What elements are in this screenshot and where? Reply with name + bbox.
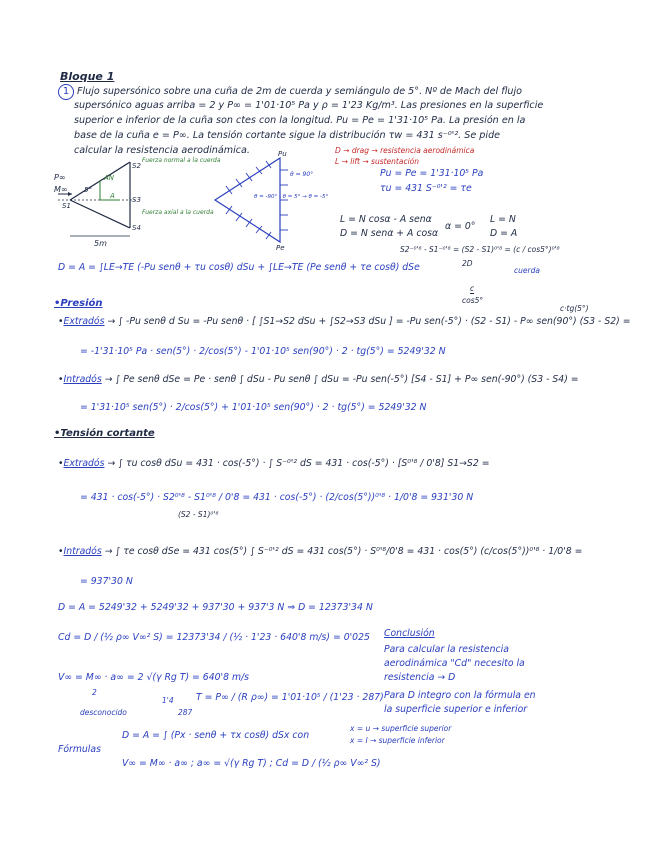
cd-equation: Cd = D / (½ ρ∞ V∞² S) = 12373'34 / (½ · 1'23 · 640'8 m/s) = 0'025 — [58, 632, 370, 643]
conclusion-line-4: Para D integro con la fórmula en — [384, 690, 536, 701]
note-gamma: 1'4 — [162, 696, 174, 705]
drag-result: D = A — [490, 228, 518, 239]
ctg-note: c·tg(5°) — [560, 304, 589, 313]
fraction-top: c — [470, 284, 475, 293]
temperature-eq: T = P∞ / (R ρ∞) = 1'01·10⁵ / (1'23 · 287) — [196, 692, 384, 703]
note-rg: 287 — [178, 708, 193, 717]
shear-intrados-eq1: •Intradós → ∫ τe cosθ dSe = 431 cos(5°) ∫ S⁻⁰'² dS = 431 cos(5°) · S⁰'⁸/0'8 = 431 · cos(5°) (c/cos(5°))⁰'⁸ · 1/0'8 = — [58, 546, 583, 557]
pressure-intrados-eq1: •Intradós → ∫ Pe senθ dSe = Pe · senθ ∫ dSu - Pu senθ ∫ dSu = -Pu sen(-5°) [S4 - S1] + P∞ sen(-90°) (S3 - S4) = — [58, 374, 579, 385]
formula-velocity: V∞ = M∞ · a∞ ; a∞ = √(γ Rg T) ; Cd = D / (½ ρ∞ V∞² S) — [122, 758, 381, 769]
shear-extrados-sub: (S2 - S1)⁰'⁸ — [178, 510, 219, 519]
s2-label: S2 — [132, 162, 141, 170]
pressure-extrados-eq1: •Extradós → ∫ -Pu senθ d Su = -Pu senθ · [ ∫S1→S2 dSu + ∫S2→S3 dSu ] = -Pu sen(-5°) · (S2 - S1) - P∞ sen(90°) (S3 - S2) = — [58, 316, 631, 327]
statement-line-1: 1 Flujo supersónico sobre una cuña de 2m de cuerda y semiángulo de 5°. Nº de Mach del flujo — [58, 84, 522, 100]
s4-label: S4 — [132, 224, 141, 232]
p-inf-label: P∞ — [54, 173, 66, 182]
pressure-title: •Presión — [54, 298, 103, 309]
conclusion-line-5: la superficie superior e inferior — [384, 704, 528, 715]
mach-label: M∞ — [54, 185, 68, 194]
formula-option-upper: x = u → superficie superior — [350, 724, 452, 733]
drag-relation: D = N senα + A cosα — [340, 228, 439, 239]
normal-force-note: Fuerza normal a la cuerda — [142, 157, 221, 164]
statement-line-5: calcular la resistencia aerodinámica. — [74, 145, 250, 156]
fraction-bottom: cos5° — [462, 296, 484, 305]
lift-note: L → lift → sustentación — [335, 157, 419, 166]
formula-option-lower: x = l → superficie inferior — [350, 736, 445, 745]
formulas-label: Fórmulas — [58, 744, 101, 755]
conclusion-line-2: aerodinámica "Cd" necesito la — [384, 658, 525, 669]
lift-result: L = N — [490, 214, 516, 225]
pressure-extrados-eq2: = -1'31·10⁵ Pa · sen(5°) · 2/cos(5°) - 1'01·10⁵ sen(90°) · 2 · tg(5°) = 5249'32 N — [80, 346, 446, 357]
shear-title: •Tensión cortante — [54, 428, 155, 439]
formula-drag: D = A = ∫ (Px · senθ + τx cosθ) dSx con — [122, 730, 310, 741]
statement-line-3: superior e inferior de la cuña son ctes con la longitud. Pu = Pe = 1'31·10⁵ Pa. La presión en la — [74, 115, 526, 126]
note-two: 2 — [92, 688, 97, 697]
main-equation: D = A = ∫LE→TE (-Pu senθ + τu cosθ) dSu + ∫LE→TE (Pe senθ + τe cosθ) dSe — [58, 262, 420, 273]
given-pressure: Pu = Pe = 1'31·10⁵ Pa — [380, 168, 484, 179]
shear-extrados-eq1: •Extradós → ∫ τu cosθ dSu = 431 · cos(-5°) · ∫ S⁻⁰'² dS = 431 · cos(-5°) · [S⁰'⁸ / 0'8] S1→S2 = — [58, 458, 490, 469]
cuerda-note: cuerda — [514, 266, 540, 275]
pe-label: Pe — [276, 244, 285, 250]
total-drag: D = A = 5249'32 + 5249'32 + 937'30 + 937'3 N ⇒ D = 12373'34 N — [58, 602, 373, 613]
pu-label: Pu — [278, 150, 287, 158]
a-label: A — [110, 192, 115, 200]
alpha-value: α = 0° — [445, 221, 476, 232]
s1-label: S1 — [62, 202, 71, 210]
conclusion-line-1: Para calcular la resistencia — [384, 644, 509, 655]
drag-note: D → drag → resistencia aerodinámica — [335, 146, 475, 155]
length-2d-note: 2D — [462, 259, 473, 268]
length-relation: S2⁻⁰'⁸ - S1⁻⁰'⁸ = (S2 - S1)⁰'⁸ = (c / cos5°)⁰'⁸ — [400, 245, 560, 254]
an-label: AN — [104, 174, 115, 182]
shear-intrados-eq2: = 937'30 N — [80, 576, 133, 587]
pressure-intrados-eq2: = 1'31·10⁵ sen(5°) · 2/cos(5°) + 1'01·10⁵ sen(90°) · 2 · tg(5°) = 5249'32 N — [80, 402, 427, 413]
wedge-diagram — [50, 150, 350, 250]
theta-neg5-note: θ = -90° - θ = 5° → θ = -5° — [254, 194, 329, 200]
note-desconocido: desconocido — [80, 708, 127, 717]
block-title: Bloque 1 — [60, 70, 115, 83]
shear-extrados-eq2: = 431 · cos(-5°) · S2⁰'⁸ - S1⁰'⁸ / 0'8 = 431 · cos(-5°) · (2/cos(5°))⁰'⁸ · 1/0'8 = 931'30 N — [80, 492, 474, 503]
given-shear: τu = 431 S⁻⁰'² = τe — [380, 183, 472, 194]
s3-label: S3 — [132, 196, 141, 204]
velocity-eq: V∞ = M∞ · a∞ = 2 √(γ Rg T) = 640'8 m/s — [58, 672, 249, 683]
problem-number: 1 — [58, 84, 74, 100]
theta-90-note: θ = 90° — [290, 171, 314, 178]
conclusion-title: Conclusión — [384, 628, 435, 639]
statement-line-4: base de la cuña e = P∞. La tensión cortante sigue la distribución τw = 431 s⁻⁰'². Se pide — [74, 130, 501, 141]
angle-label: 5° — [84, 186, 92, 194]
span-label: 5m — [94, 239, 107, 248]
axial-force-note: Fuerza axial a la cuerda — [142, 209, 214, 216]
statement-line-2: supersónico aguas arriba = 2 y P∞ = 1'01·10⁵ Pa y ρ = 1'23 Kg/m³. Las presiones en la superficie — [74, 100, 544, 111]
lift-relation: L = N cosα - A senα — [340, 214, 432, 225]
conclusion-line-3: resistencia → D — [384, 672, 456, 683]
